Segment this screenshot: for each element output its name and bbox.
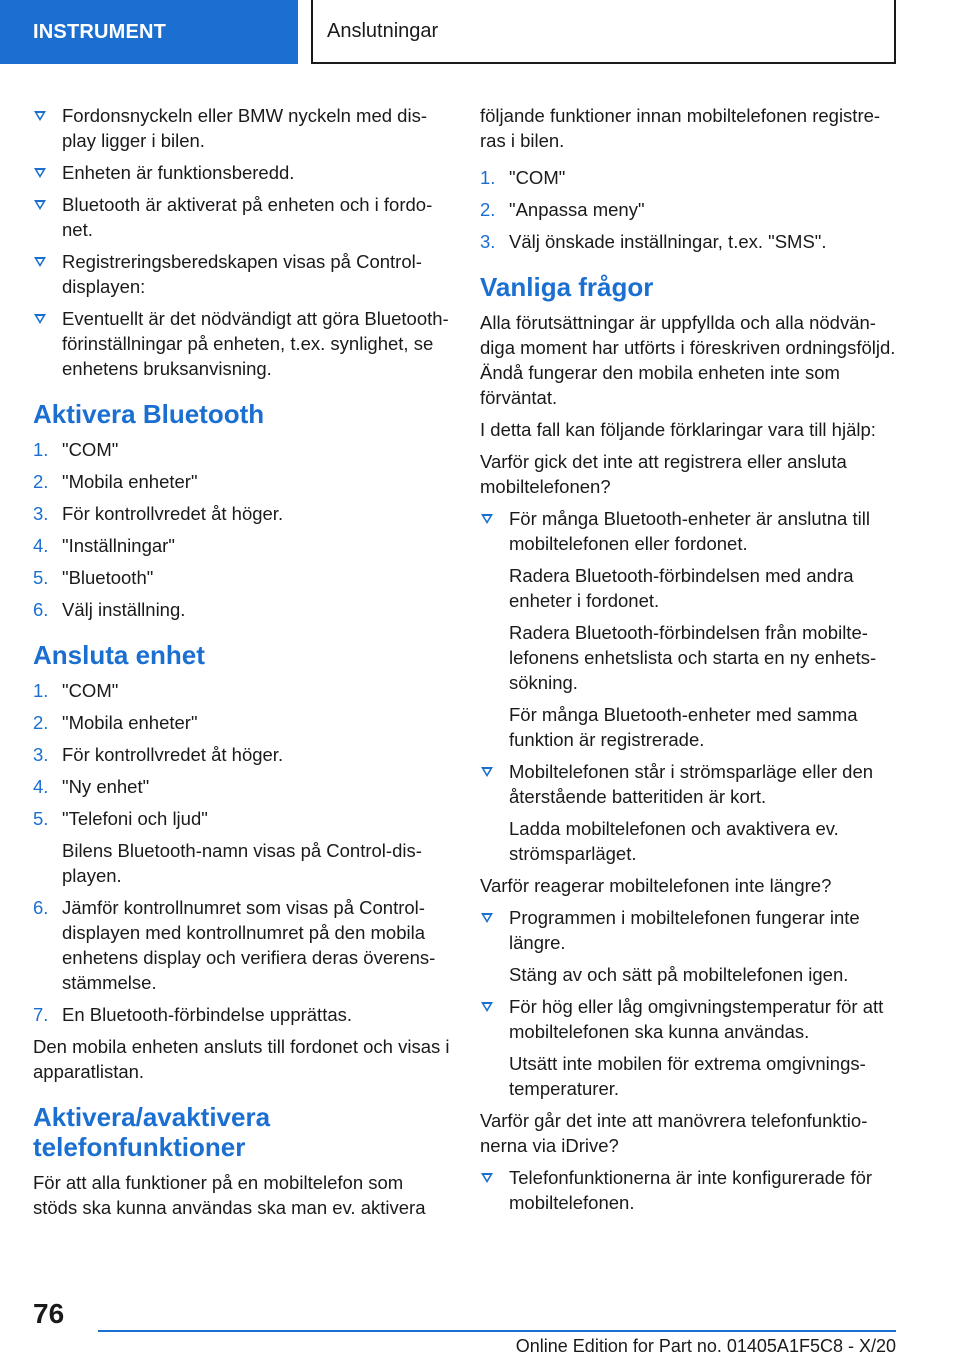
phone-steps xyxy=(480,165,898,254)
list-item: 3. Välj önskade inställningar, t.ex. "SMS". xyxy=(480,231,827,252)
list-item: Programmen i mobiltelefonen fungerar inte längre. Stäng av och sätt på mobiltelefonen igen. xyxy=(480,905,898,987)
triangle-bullet-icon xyxy=(481,1002,493,1012)
list-item: 1. "COM" xyxy=(33,439,119,460)
list-item: 2. "Mobila enheter" xyxy=(33,712,198,733)
list-item: Eventuellt är det nödvändigt att göra Bluetooth-förinställningar på enheten, t.ex. synlighet, se enhetens bruksanvisning. xyxy=(33,306,451,381)
list-item: 4. "Inställningar" xyxy=(33,535,175,556)
right-column xyxy=(480,103,898,1222)
page-number: 76 xyxy=(33,1298,65,1329)
paragraph: I detta fall kan följande förklaringar vara till hjälp: xyxy=(480,419,876,440)
heading-faq: Vanliga frågor xyxy=(480,272,654,302)
triangle-bullet-icon xyxy=(34,314,46,324)
heading-phone-functions: Aktivera/avaktivera telefonfunktioner xyxy=(33,1102,271,1162)
list-item: För hög eller låg omgivningstemperatur för att mobiltelefonen ska kunna användas. Utsätt inte mobilen för extrema omgivningstemperaturer. xyxy=(480,994,898,1101)
list-item: 6. Jämför kontrollnumret som visas på Controldisplayen med kontrollnumret på den mobila enhetens display och verifiera deras överensstämmelse. xyxy=(33,897,436,993)
triangle-bullet-icon xyxy=(34,111,46,121)
list-item: 4. "Ny enhet" xyxy=(33,776,150,797)
step-note: Bilens Bluetooth-namn visas på Control-displayen. xyxy=(62,840,422,886)
answer-note: Stäng av och sätt på mobiltelefonen igen. xyxy=(509,964,849,985)
answer-note: För många Bluetooth-enheter med samma funktion är registrerade. xyxy=(509,704,858,750)
list-item: Mobiltelefonen står i strömsparläge eller den återstående batteritiden är kort. Ladda mobiltelefonen och avaktivera ev. strömsparläget. xyxy=(480,759,898,866)
answer-note: Ladda mobiltelefonen och avaktivera ev. strömsparläget. xyxy=(509,818,839,864)
answer-note: Utsätt inte mobilen för extrema omgivningstemperaturer. xyxy=(509,1053,866,1099)
triangle-bullet-icon xyxy=(481,514,493,524)
chapter-header xyxy=(311,0,896,64)
faq-answers-3 xyxy=(480,1165,898,1215)
list-item: 6. Välj inställning. xyxy=(33,599,186,620)
list-item: 5. "Telefoni och ljud" Bilens Bluetooth-namn visas på Control-displayen. xyxy=(33,806,451,888)
faq-answers-1 xyxy=(480,506,898,866)
triangle-bullet-icon xyxy=(34,200,46,210)
list-item: 2. "Mobila enheter" xyxy=(33,471,198,492)
footer-divider xyxy=(98,1330,896,1332)
faq-question: Varför gick det inte att registrera eller ansluta mobiltelefonen? xyxy=(480,451,847,497)
prerequisite-list xyxy=(33,103,451,381)
list-item: 7. En Bluetooth-förbindelse upprättas. xyxy=(33,1004,353,1025)
list-item: 3. För kontrollvredet åt höger. xyxy=(33,503,284,524)
triangle-bullet-icon xyxy=(34,168,46,178)
list-item: 5. "Bluetooth" xyxy=(33,567,154,588)
connect-steps xyxy=(33,678,451,1027)
list-item: För många Bluetooth-enheter är anslutna till mobiltelefonen eller fordonet. Radera Bluetooth-förbindelsen med andra enheter i fordonet. Radera Bluetooth-förbindelsen från mobiltelefonens enhetslista och starta en ny enhetssökning. För många Bluetooth-enheter med samma funktion är registrerade. xyxy=(480,506,898,752)
list-item: 1. "COM" xyxy=(480,167,566,188)
list-item: Registreringsberedskapen visas på Controldisplayen: xyxy=(33,249,451,299)
bluetooth-steps xyxy=(33,437,451,622)
faq-question: Varför reagerar mobiltelefonen inte längre? xyxy=(480,875,832,896)
triangle-bullet-icon xyxy=(481,1173,493,1183)
heading-activate-bluetooth: Aktivera Bluetooth xyxy=(33,399,265,429)
triangle-bullet-icon xyxy=(481,913,493,923)
section-tab xyxy=(0,0,298,64)
section-title: INSTRUMENT xyxy=(33,20,167,43)
answer-note: Radera Bluetooth-förbindelsen med andra enheter i fordonet. xyxy=(509,565,854,611)
list-item: Bluetooth är aktiverat på enheten och i fordonet. xyxy=(33,192,451,242)
list-item: 3. För kontrollvredet åt höger. xyxy=(33,744,284,765)
list-item: 2. "Anpassa meny" xyxy=(480,199,645,220)
left-column xyxy=(33,103,451,1227)
paragraph: följande funktioner innan mobiltelefonen registreras i bilen. xyxy=(480,105,881,151)
paragraph: Alla förutsättningar är uppfyllda och alla nödvändiga moment har utförts i föreskriven ordningsföljd. Ändå fungerar den mobila enheten inte som förväntat. xyxy=(480,312,896,408)
paragraph: För att alla funktioner på en mobiltelefon som stöds ska kunna användas ska man ev. aktivera xyxy=(33,1172,426,1218)
list-item: Telefonfunktionerna är inte konfigurerade för mobiltelefonen. xyxy=(480,1165,898,1215)
answer-note: Radera Bluetooth-förbindelsen från mobiltelefonens enhetslista och starta en ny enhetssökning. xyxy=(509,622,877,693)
list-item: Enheten är funktionsberedd. xyxy=(33,160,451,185)
list-item: Fordonsnyckeln eller BMW nyckeln med display ligger i bilen. xyxy=(33,103,451,153)
triangle-bullet-icon xyxy=(34,257,46,267)
faq-answers-2 xyxy=(480,905,898,1101)
triangle-bullet-icon xyxy=(481,767,493,777)
list-item: 1. "COM" xyxy=(33,680,119,701)
paragraph: Den mobila enheten ansluts till fordonet och visas i apparatlistan. xyxy=(33,1036,450,1082)
faq-question: Varför går det inte att manövrera telefonfunktionerna via iDrive? xyxy=(480,1110,868,1156)
heading-connect-device: Ansluta enhet xyxy=(33,640,205,670)
chapter-title: Anslutningar xyxy=(327,19,439,42)
footer-edition: Online Edition for Part no. 01405A1F5C8 - X/20 xyxy=(515,1336,896,1356)
